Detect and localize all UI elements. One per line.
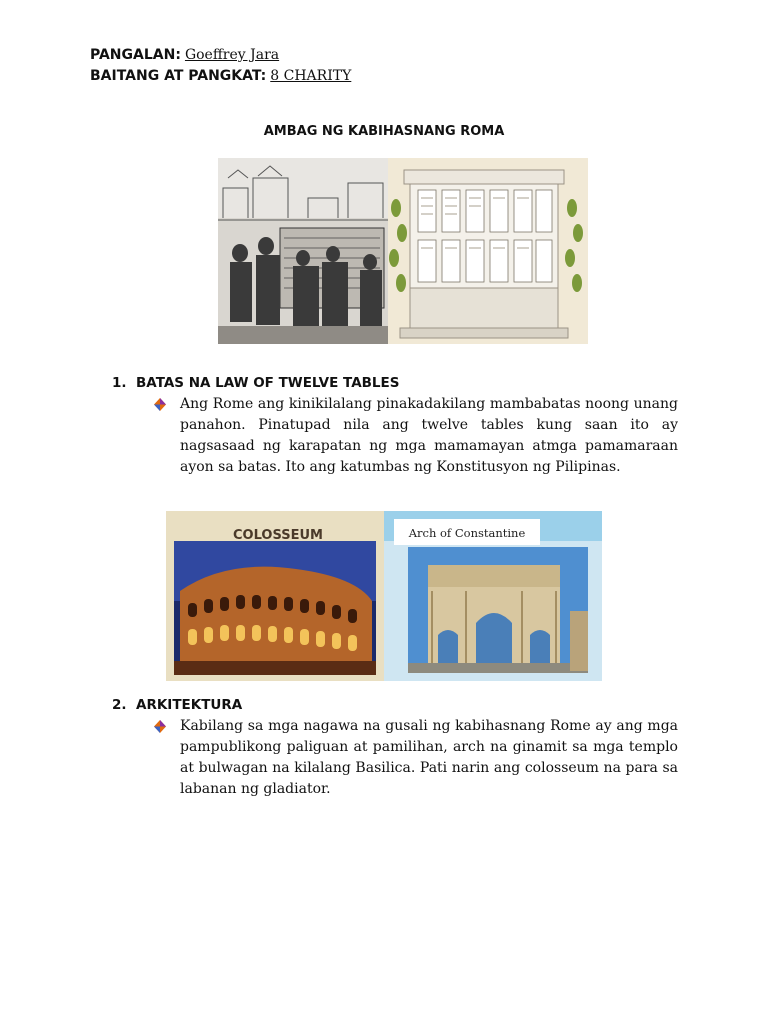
name-line xyxy=(90,46,279,64)
section-2-title: ARKITEKTURA xyxy=(136,697,243,713)
name-value: Goeffrey Jara xyxy=(184,47,280,63)
section-1-number: 1. xyxy=(112,375,127,391)
arch-caption: Arch of Constantine xyxy=(408,526,526,540)
section-2-paragraph xyxy=(156,716,678,800)
colosseum-caption: COLOSSEUM xyxy=(233,528,323,543)
section-1-title: BATAS NA LAW OF TWELVE TABLES xyxy=(136,375,400,391)
grade-value: 8 CHARITY xyxy=(270,68,352,84)
section-1-heading xyxy=(112,375,399,391)
grade-label: BAITANG AT PANGKAT: xyxy=(90,68,267,84)
section-1-paragraph xyxy=(156,394,678,478)
grade-line xyxy=(90,67,351,85)
section-2-heading xyxy=(112,697,242,713)
name-label: PANGALAN: xyxy=(90,47,181,63)
section-2-number: 2. xyxy=(112,697,127,713)
page-title: AMBAG NG KABIHASNANG ROMA xyxy=(263,124,505,139)
diamond-bullet-icon xyxy=(154,720,166,733)
section-1-text: Ang Rome ang kinikilalang pinakadakilang mambabatas noong unang panahon. Pinatupad nila ang twelve tables kung saan ito ay nagsasaad ng karapatan ng mga mamamayan atmga pamamaraan ayon sa batas. Ito ang katumbas ng Konstitusyon ng Pilipinas. xyxy=(180,396,678,475)
diamond-bullet-icon xyxy=(154,398,166,411)
twelve-tables-image xyxy=(218,158,588,344)
section-2-text: Kabilang sa mga nagawa na gusali ng kabihasnang Rome ay ang mga pampublikong paliguan at pamilihan, arch na ginamit sa mga templo at bulwagan na kilalang Basilica. Pati narin ang colosseum na para sa labanan ng gladiator. xyxy=(180,718,678,797)
twelve-tables-illustration xyxy=(218,158,588,344)
architecture-image xyxy=(166,511,602,681)
colosseum-arch-illustration xyxy=(166,511,602,681)
